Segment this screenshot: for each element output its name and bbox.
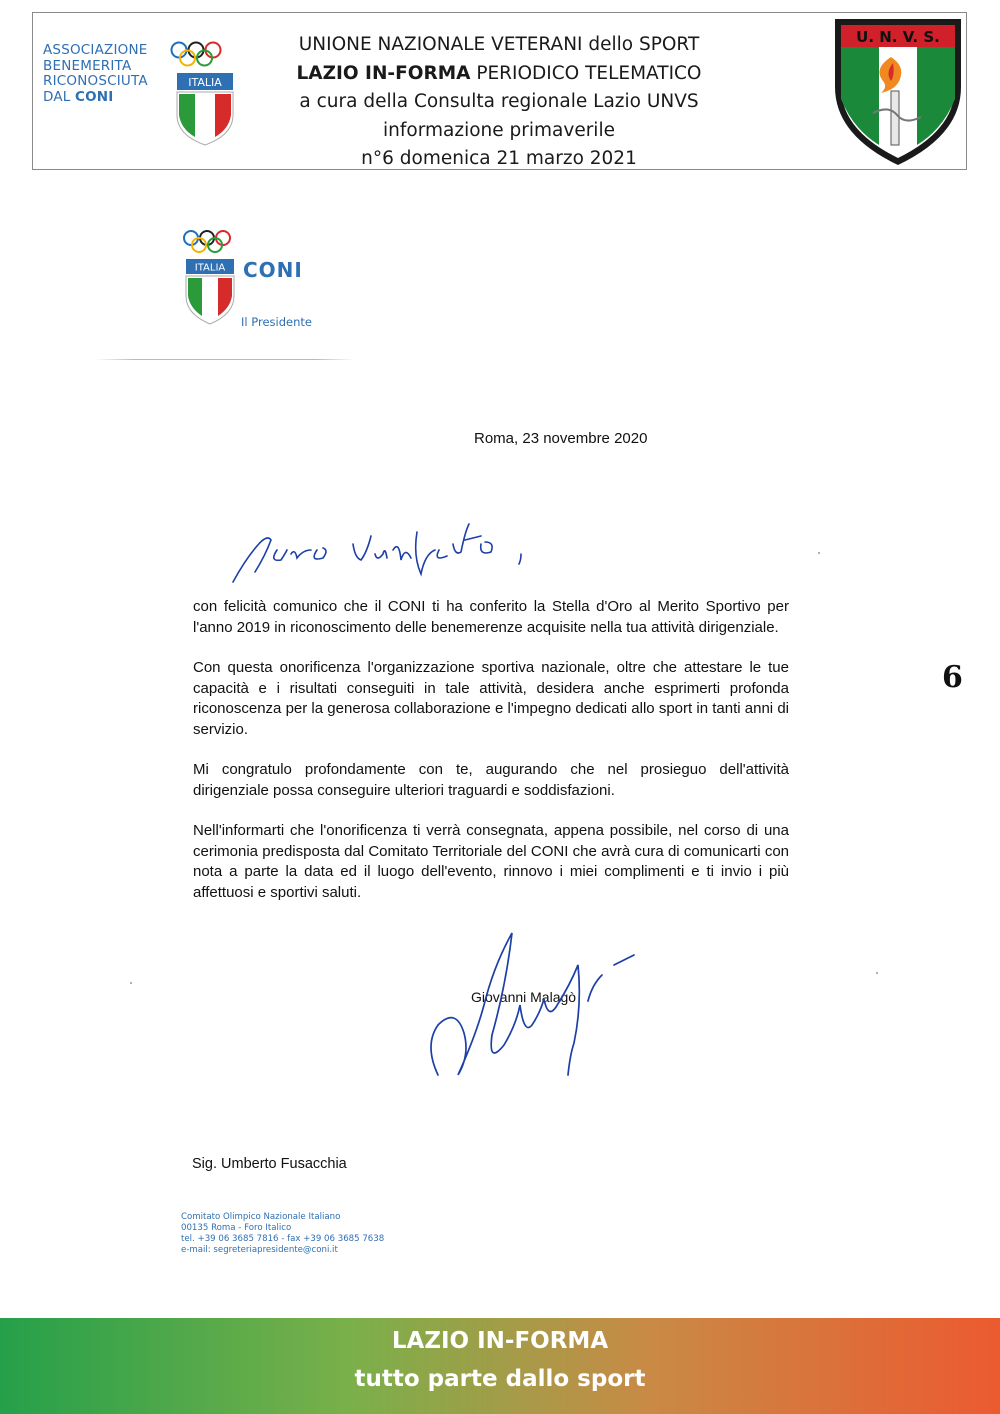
assoc-line-3: RICONOSCIUTA [43, 73, 148, 89]
letterhead-divider [95, 359, 355, 360]
masthead-line-5: n°6 domenica 21 marzo 2021 [361, 148, 637, 169]
italia-label: ITALIA [188, 76, 222, 89]
handwritten-salutation [225, 510, 535, 590]
letter-paragraph-4: Nell'informarti che l'onorificenza ti verrà consegnata, appena possibile, nel corso di una cerimonia predisposta dal Comitato Territoriale del CONI che avrà cura di comunicarti con nota a parte la data ed il luogo dell'evento, rinnovo i miei complimenti e ti invio i più affettuosi e sportivi saluti. [193, 822, 789, 901]
olympic-rings-icon [169, 41, 229, 67]
coni-name: CONI [243, 258, 303, 282]
newsletter-header [32, 12, 967, 170]
olympic-rings-icon [182, 229, 238, 255]
italia-label: ITALIA [194, 262, 226, 274]
assoc-line-4: DAL CONI [43, 88, 114, 105]
assoc-line-2: BENEMERITA [43, 57, 132, 74]
assoc-text [43, 43, 148, 105]
letter-paragraph-1: con felicità comunico che il CONI ti ha conferito la Stella d'Oro al Merito Sportivo per l'anno 2019 in riconoscimento delle benemerenze acquisite nella tua attività dirigenziale. [193, 598, 789, 636]
page-number: 6 [942, 660, 963, 695]
signer-name: Giovanni Malagò [471, 989, 577, 1005]
assoc-line-1: ASSOCIAZIONE [43, 42, 148, 58]
letter-paragraph-3: Mi congratulo profondamente con te, augurando che nel prosieguo dell'attività dirigenziale possa conseguire ulteriori traguardi e soddisfazioni. [193, 761, 789, 799]
address-line-2: 00135 Roma - Foro Italico [181, 1223, 292, 1233]
coni-role: Il Presidente [241, 315, 312, 329]
unvs-shield-logo [833, 17, 963, 167]
newsletter-masthead [233, 31, 765, 174]
italia-shield-icon [185, 258, 235, 326]
letter-recipient: Sig. Umberto Fusacchia [192, 1156, 347, 1172]
masthead-line-3: a cura della Consulta regionale Lazio UNVS [299, 91, 699, 112]
assoc-coni: CONI [75, 88, 114, 105]
address-line-3: tel. +39 06 3685 7816 - fax +39 06 3685 7638 [181, 1234, 385, 1244]
italia-shield-icon [175, 71, 235, 147]
address-line-4: e-mail: segreteriapresidente@coni.it [181, 1245, 338, 1255]
masthead-line-2: LAZIO IN-FORMA PERIODICO TELEMATICO [296, 62, 702, 84]
banner-subtitle: tutto parte dallo sport [354, 1366, 646, 1392]
associazione-benemerita-logo [43, 39, 243, 149]
scan-speck [818, 552, 820, 554]
scan-speck [130, 982, 132, 984]
footer-banner [0, 1318, 1000, 1414]
letter-paragraph-2: Con questa onorificenza l'organizzazione sportiva nazionale, oltre che attestare le tue capacità e i risultati conseguiti in tale attività, desidera anche esprimerti profonda riconoscenza per la generosa collaborazione e l'impegno dedicati allo sport in tanti anni di servizio. [193, 659, 789, 738]
letter-date: Roma, 23 novembre 2020 [474, 430, 648, 447]
coni-address [181, 1212, 384, 1256]
banner-title: LAZIO IN-FORMA [391, 1328, 609, 1354]
masthead-line-1: UNIONE NAZIONALE VETERANI dello SPORT [298, 34, 700, 55]
masthead-line-4: informazione primaverile [383, 119, 615, 141]
address-line-1: Comitato Olimpico Nazionale Italiano [181, 1212, 341, 1222]
letter-body [193, 597, 789, 923]
unvs-label: U. N. V. S. [856, 28, 940, 46]
scan-speck [876, 972, 878, 974]
handwritten-signature [420, 925, 650, 1095]
